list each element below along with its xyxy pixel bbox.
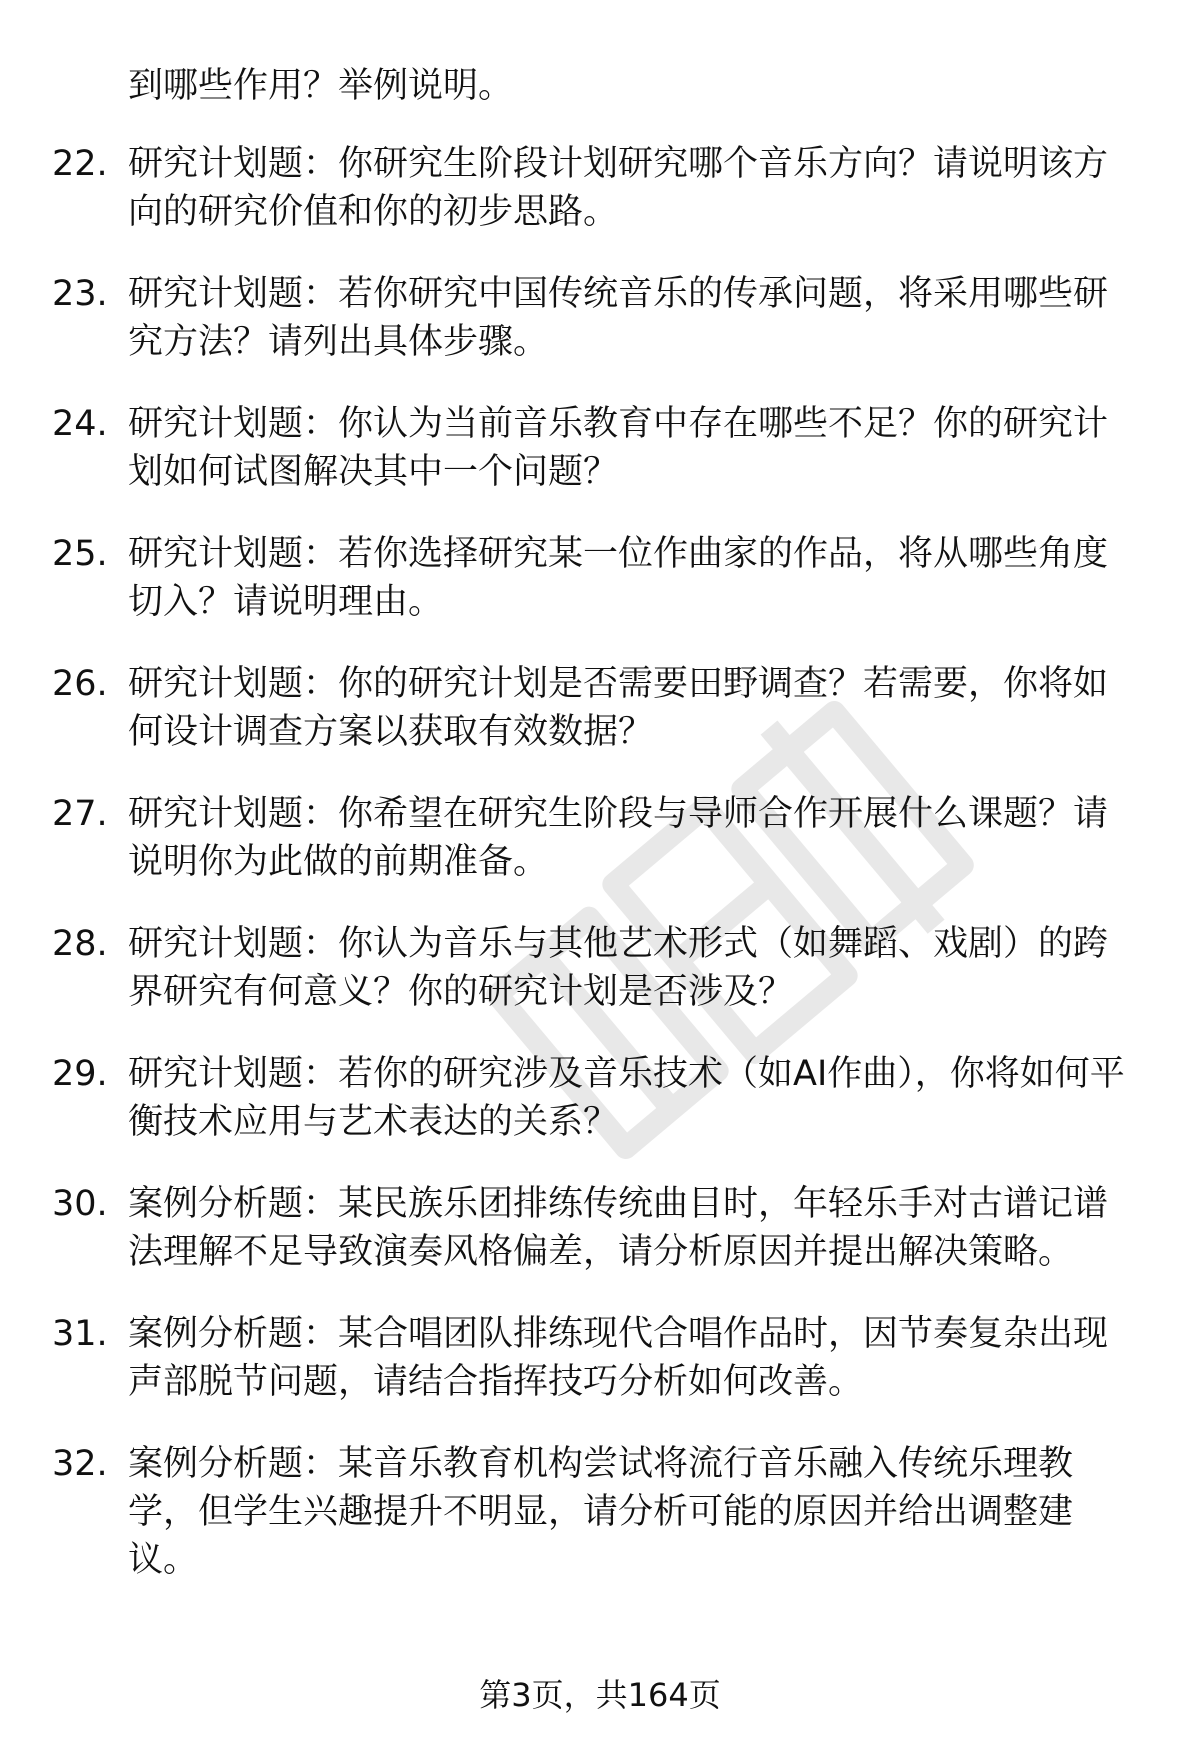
question-text: 研究计划题：若你的研究涉及音乐技术（如AI作曲），你将如何平衡技术应用与艺术表达的关系？ xyxy=(128,1054,1125,1142)
question-text: 研究计划题：你认为音乐与其他艺术形式（如舞蹈、戏剧）的跨界研究有何意义？你的研究计划是否涉及？ xyxy=(128,924,1109,1012)
question-number: 26. xyxy=(52,664,108,704)
question-item xyxy=(0,920,1200,1016)
question-item xyxy=(0,1310,1200,1406)
question-item xyxy=(0,1180,1200,1276)
question-number: 27. xyxy=(52,794,108,834)
question-item xyxy=(0,1050,1200,1146)
question-number: 28. xyxy=(52,924,108,964)
question-number: 30. xyxy=(52,1184,108,1224)
question-item xyxy=(0,530,1200,626)
question-list xyxy=(0,140,1200,1618)
question-text: 案例分析题：某民族乐团排练传统曲目时，年轻乐手对古谱记谱法理解不足导致演奏风格偏差，请分析原因并提出解决策略。 xyxy=(128,1184,1109,1272)
question-text: 研究计划题：你认为当前音乐教育中存在哪些不足？你的研究计划如何试图解决其中一个问题？ xyxy=(128,404,1109,492)
question-number: 23. xyxy=(52,274,108,314)
question-text: 案例分析题：某音乐教育机构尝试将流行音乐融入传统乐理教学，但学生兴趣提升不明显，请分析可能的原因并给出调整建议。 xyxy=(128,1444,1074,1580)
question-item xyxy=(0,270,1200,366)
question-text: 研究计划题：你研究生阶段计划研究哪个音乐方向？请说明该方向的研究价值和你的初步思路。 xyxy=(128,144,1109,232)
question-item xyxy=(0,140,1200,236)
question-number: 32. xyxy=(52,1444,108,1484)
question-number: 25. xyxy=(52,534,108,574)
question-item xyxy=(0,1440,1200,1584)
question-item xyxy=(0,660,1200,756)
question-text: 研究计划题：你希望在研究生阶段与导师合作开展什么课题？请说明你为此做的前期准备。 xyxy=(128,794,1109,882)
question-number: 24. xyxy=(52,404,108,444)
question-number: 31. xyxy=(52,1314,108,1354)
question-text: 研究计划题：若你研究中国传统音乐的传承问题，将采用哪些研究方法？请列出具体步骤。 xyxy=(128,274,1109,362)
question-text: 研究计划题：若你选择研究某一位作曲家的作品，将从哪些角度切入？请说明理由。 xyxy=(128,534,1109,622)
question-text: 研究计划题：你的研究计划是否需要田野调查？若需要，你将如何设计调查方案以获取有效数据？ xyxy=(128,664,1109,752)
question-number: 22. xyxy=(52,144,108,184)
continuation-text: 到哪些作用？举例说明。 xyxy=(128,66,514,106)
question-item xyxy=(0,400,1200,496)
question-number: 29. xyxy=(52,1054,108,1094)
question-text: 案例分析题：某合唱团队排练现代合唱作品时，因节奏复杂出现声部脱节问题，请结合指挥技巧分析如何改善。 xyxy=(128,1314,1109,1402)
question-item xyxy=(0,790,1200,886)
page-footer: 第3页，共164页 xyxy=(479,1676,721,1714)
